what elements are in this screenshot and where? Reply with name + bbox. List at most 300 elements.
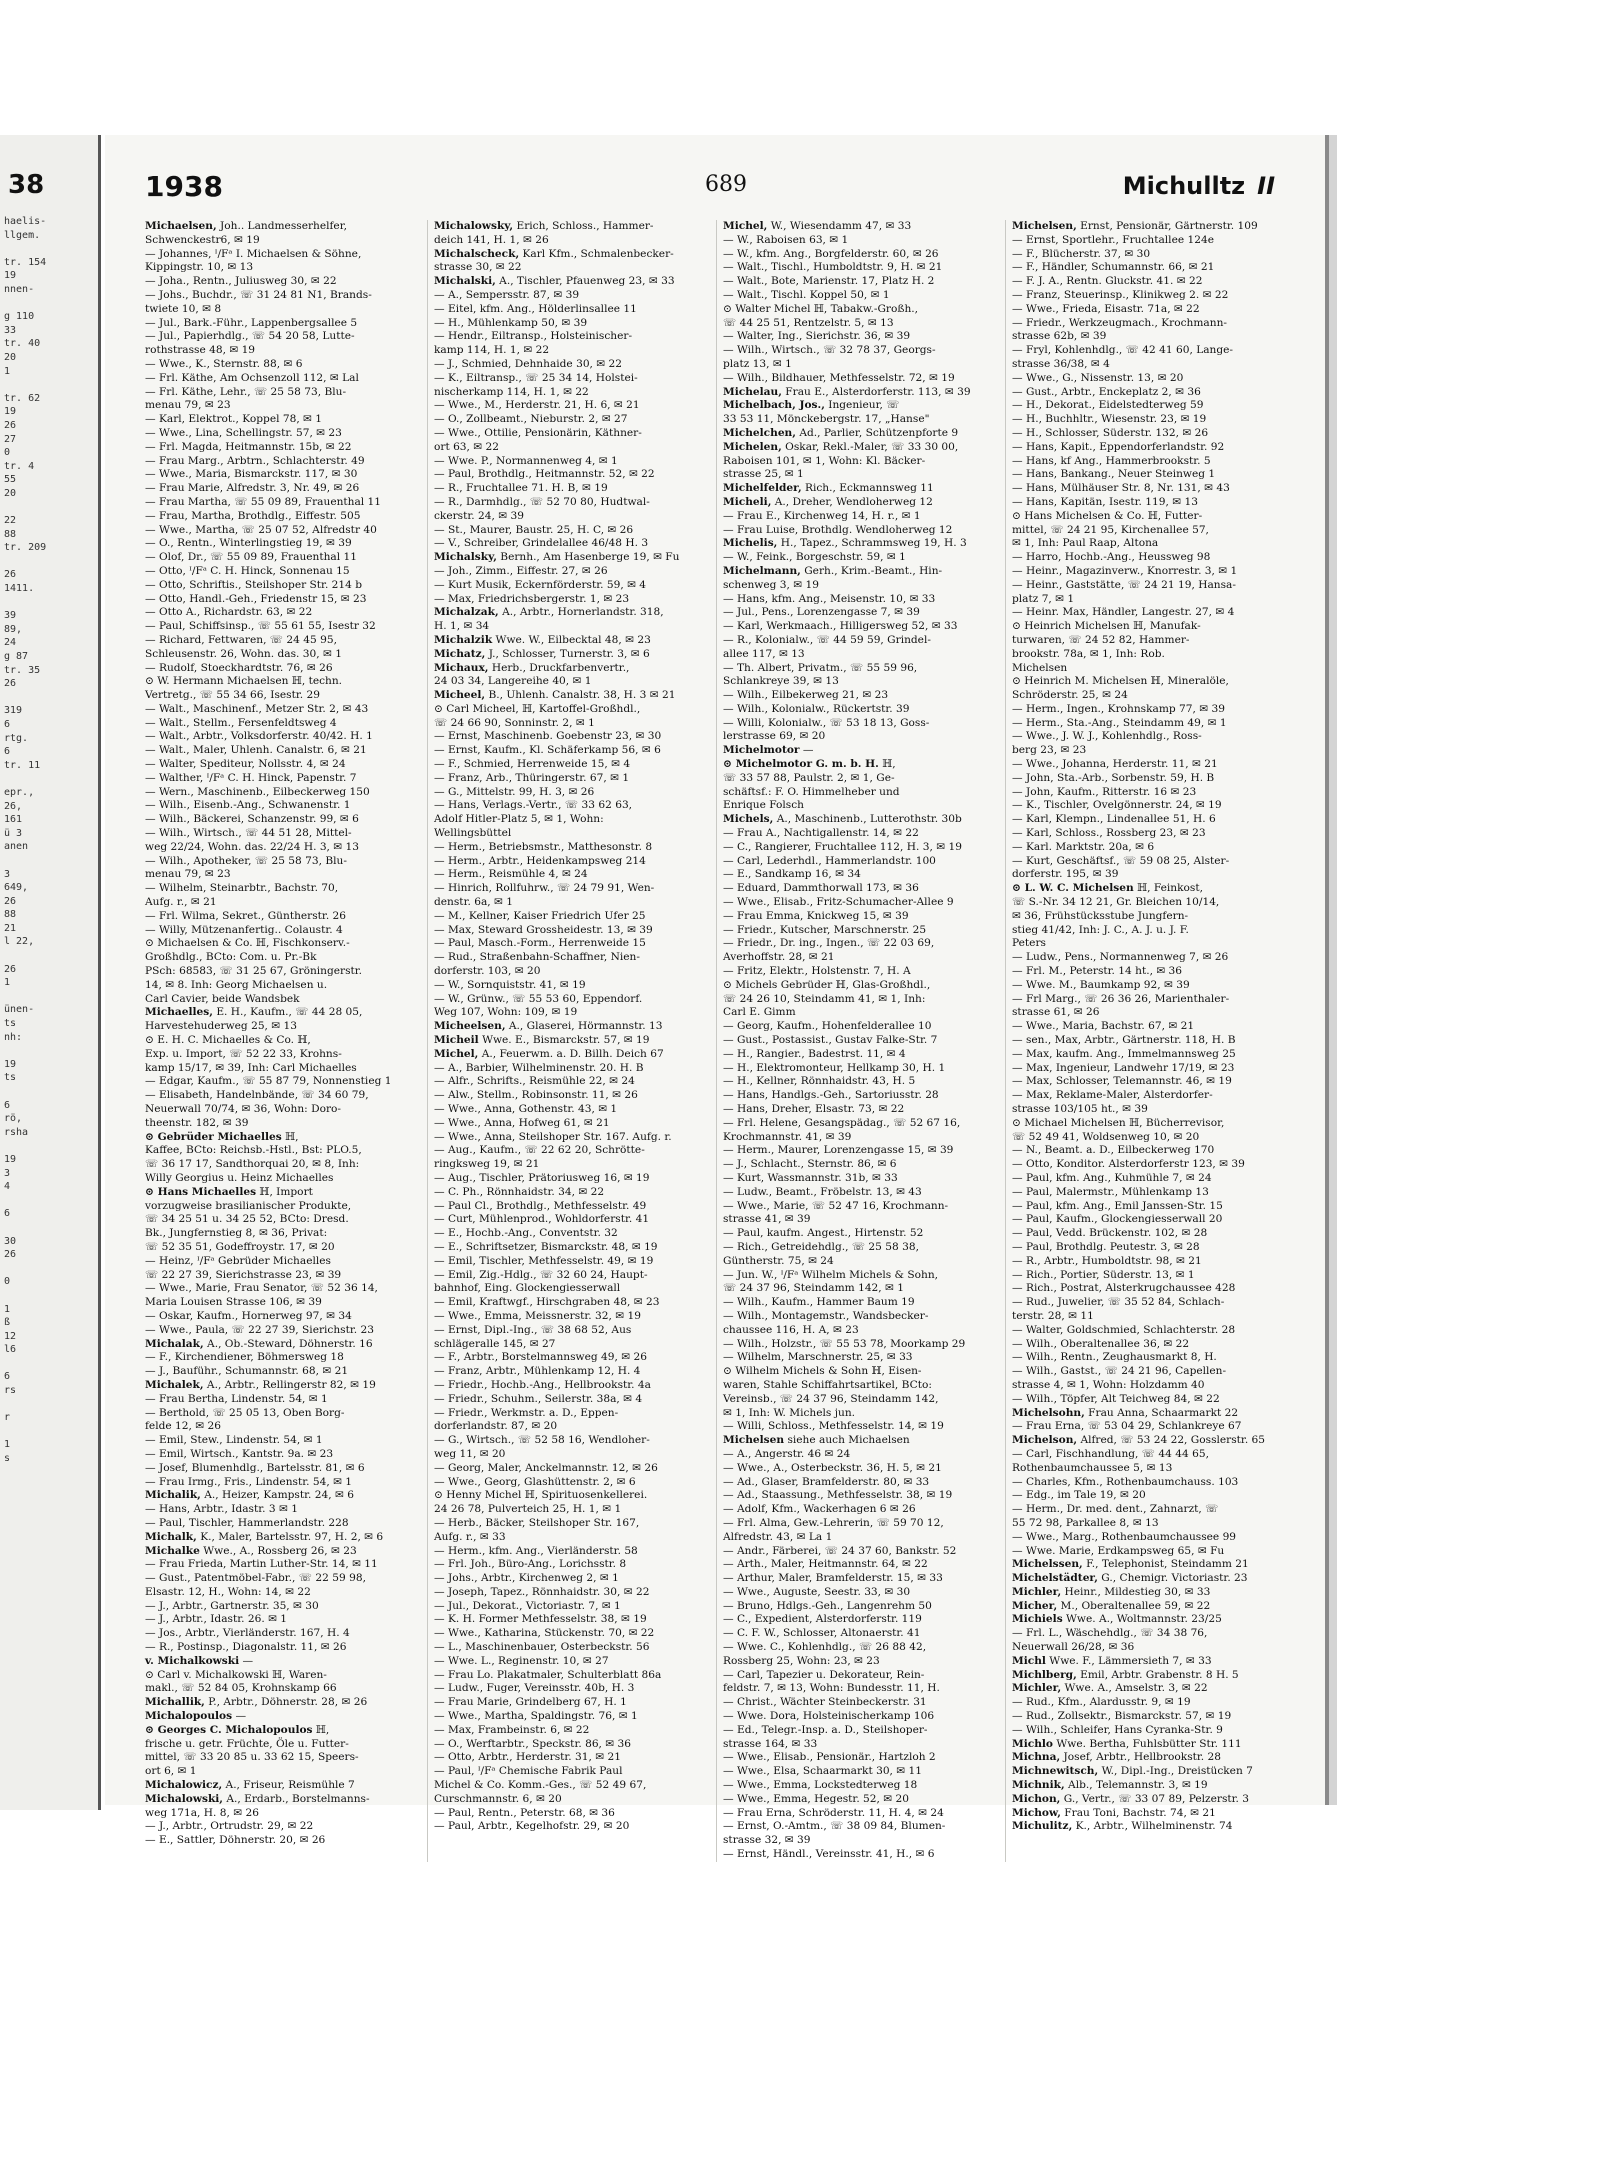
directory-column-1 [145, 220, 428, 1862]
margin-fragment: ts [4, 1018, 17, 1030]
entry-details: — Paul Cl., Brothdlg., Methfesselstr. 49 [434, 1199, 647, 1212]
directory-entry [723, 1365, 1001, 1379]
range-title: Michulltz [1122, 172, 1246, 200]
margin-fragment: 6 [4, 1099, 11, 1111]
margin-fragment: 88 [4, 909, 17, 921]
margin-fragment: 4 [4, 1181, 11, 1193]
entry-details: dorferstr. 103, ✉ 20 [434, 965, 541, 978]
entry-details: — Frau Marie, Alfredstr. 3, Nr. 49, ✉ 26 [145, 482, 360, 495]
directory-entry [723, 1517, 1001, 1531]
directory-entry [1012, 937, 1291, 951]
directory-entry [434, 1807, 712, 1821]
entry-surname: Michon, [1012, 1792, 1061, 1805]
entry-details: — Wwe., Georg, Glashüttenstr. 2, ✉ 6 [434, 1475, 636, 1488]
entry-details: — Emil, Zig.-Hdlg., ☏ 32 60 24, Haupt- [434, 1268, 648, 1281]
directory-entry [434, 1586, 712, 1600]
margin-fragment [4, 772, 96, 786]
directory-entry [723, 1255, 1001, 1269]
directory-entry [434, 441, 712, 455]
directory-entry [723, 1834, 1001, 1848]
entry-details: — [232, 1710, 247, 1723]
directory-entry [145, 1296, 423, 1310]
directory-entry [434, 1793, 712, 1807]
entry-surname: Michelmotor [723, 744, 800, 757]
entry-details: — R., Fruchtallee 71. H. B, ✉ 19 [434, 482, 608, 495]
directory-entry [1012, 1503, 1291, 1517]
directory-entry [1012, 344, 1291, 358]
directory-entry [145, 1269, 423, 1283]
entry-details: — Friedr., Dr. ing., Ingen., ☏ 22 03 69, [723, 937, 935, 950]
directory-entry [434, 896, 712, 910]
entry-details: — Georg, Maler, Anckelmannstr. 12, ✉ 26 [434, 1461, 658, 1474]
entry-details: — Frau, Martha, Brothdlg., Eiffestr. 505 [145, 509, 361, 522]
directory-entry [145, 979, 423, 993]
directory-entry [145, 1531, 423, 1545]
entry-surname: Michalski, [434, 275, 496, 288]
entry-details: — Eduard, Dammthorwall 173, ✉ 36 [723, 882, 919, 895]
entry-details: — Gust., Postassist., Gustav Falke-Str. 7 [723, 1034, 938, 1047]
directory-entry [145, 1241, 423, 1255]
entry-details: — Walt., Tischl. Koppel 50, ✉ 1 [723, 288, 890, 301]
entry-details: — Kurt, Wassmannstr. 31b, ✉ 33 [723, 1171, 898, 1184]
entry-details: Erich, Schloss., Hammer- [513, 220, 654, 232]
entry-details: Harvestehuderweg 25, ✉ 13 [145, 1020, 298, 1033]
entry-details: — A., Sempersstr. 87, ✉ 39 [434, 288, 580, 301]
entry-details: — Ernst, Händl., Vereinsstr. 41, H., ✉ 6 [723, 1848, 935, 1861]
running-head [1123, 172, 1275, 200]
directory-entry [145, 1213, 423, 1227]
entry-surname: Michalzik [434, 633, 493, 646]
entry-details: — St., Maurer, Baustr. 25, H. C, ✉ 26 [434, 523, 634, 536]
entry-details: — Jul., Dekorat., Victoriastr. 7, ✉ 1 [434, 1599, 621, 1612]
directory-entry [145, 455, 423, 469]
entry-details: — F., Arbtr., Borstelmannsweg 49, ✉ 26 [434, 1351, 647, 1364]
directory-entry [434, 1655, 712, 1669]
entry-details: — Oskar, Kaufm., Hornerweg 97, ✉ 34 [145, 1309, 352, 1322]
directory-entry [723, 220, 1001, 234]
directory-entry [723, 620, 1001, 634]
directory-entry [145, 1710, 423, 1724]
entry-details: Heinr., Mildestieg 30, ✉ 33 [1061, 1585, 1211, 1598]
directory-entry [723, 413, 1001, 427]
entry-surname: Michelen, [723, 440, 782, 453]
margin-fragment [4, 500, 96, 514]
entry-details: — Frl. Magda, Heitmannstr. 15b, ✉ 22 [145, 440, 352, 453]
entry-details: Herb., Druckfarbenvertr., [488, 661, 630, 674]
entry-details: — Aug., Kaufm., ☏ 22 62 20, Schrötte- [434, 1144, 645, 1157]
entry-details: — Walter, Spediteur, Nollsstr. 4, ✉ 24 [145, 758, 346, 771]
entry-details: — Hans, Dreher, Elsastr. 73, ✉ 22 [723, 1103, 905, 1115]
entry-details: Averhoffstr. 28, ✉ 21 [723, 951, 835, 964]
directory-entry [1012, 882, 1291, 896]
directory-entry [1012, 951, 1291, 965]
entry-surname: Michelsen, [1012, 220, 1077, 232]
directory-entry [145, 662, 423, 676]
directory-entry [145, 344, 423, 358]
directory-entry [145, 1807, 423, 1821]
directory-entry [723, 468, 1001, 482]
entry-details: W., Wiesendamm 47, ✉ 33 [767, 220, 912, 232]
entry-details: Wellingsbüttel [434, 827, 512, 840]
entry-details: strasse 103/105 ht., ✉ 39 [1012, 1103, 1148, 1115]
margin-fragment: nnen- [4, 283, 35, 295]
entry-details: — Ludw., Pens., Normannenweg 7, ✉ 26 [1012, 951, 1229, 964]
directory-entry [1012, 1200, 1291, 1214]
directory-entry [1012, 1751, 1291, 1765]
entry-details: Carl E. Gimm [723, 1006, 796, 1019]
entry-details: kamp 15/17, ✉ 39, Inh: Carl Michaelles [145, 1061, 357, 1074]
entry-details: — J., Schmied, Dehnhaide 30, ✉ 22 [434, 357, 623, 370]
entry-details: — Herm., Ingen., Krohnskamp 77, ✉ 39 [1012, 702, 1225, 715]
margin-fragment: rö, [4, 1113, 23, 1125]
entry-surname: Micheelsen, [434, 1020, 506, 1033]
entry-details: — J., Arbtr., Idastr. 26. ✉ 1 [145, 1613, 288, 1626]
directory-entry [145, 1407, 423, 1421]
entry-details: — Hans, Bankang., Neuer Steinweg 1 [1012, 468, 1216, 481]
entry-details: Michelsen [1012, 661, 1068, 674]
entry-details: ✉ 36, Frühstücksstube Jungfern- [1012, 909, 1189, 922]
directory-entry [1012, 1131, 1291, 1145]
directory-entry [145, 1365, 423, 1379]
margin-fragment [4, 297, 96, 311]
entry-details: — Wwe., Emma, Meissnerstr. 32, ✉ 19 [434, 1309, 641, 1322]
margin-fragment [4, 1139, 96, 1153]
directory-entry [1012, 1241, 1291, 1255]
directory-entry [1012, 965, 1291, 979]
directory-entry [1012, 386, 1291, 400]
directory-entry [145, 1034, 423, 1048]
entry-details: waren, Stahle Schiffahrtsartikel, BCto: [723, 1378, 932, 1391]
entry-surname: Michalscheck, [434, 247, 520, 260]
directory-entry [434, 1324, 712, 1338]
directory-entry [723, 234, 1001, 248]
directory-entry [145, 1613, 423, 1627]
directory-entry [145, 1476, 423, 1490]
entry-details: — Wwe., Lina, Schellingstr. 57, ✉ 23 [145, 426, 342, 439]
entry-details: — Max, Frambeinstr. 6, ✉ 22 [434, 1723, 590, 1736]
directory-entry [434, 1213, 712, 1227]
entry-surname: Michlberg, [1012, 1668, 1077, 1681]
directory-entry [434, 1669, 712, 1683]
directory-entry [145, 1751, 423, 1765]
directory-entry [434, 261, 712, 275]
directory-entry [1012, 1641, 1291, 1655]
directory-entry [434, 786, 712, 800]
directory-entry [145, 593, 423, 607]
directory-entry [1012, 482, 1291, 496]
entry-details: Güntherstr. 75, ✉ 24 [723, 1254, 834, 1267]
directory-entry [434, 1296, 712, 1310]
entry-details: P., Arbtr., Döhnerstr. 28, ✉ 26 [204, 1696, 368, 1709]
directory-entry [145, 620, 423, 634]
directory-entry [434, 482, 712, 496]
directory-entry [1012, 689, 1291, 703]
directory-entry [723, 1738, 1001, 1752]
directory-entry [434, 1200, 712, 1214]
entry-details: platz 13, ✉ 1 [723, 357, 792, 370]
directory-entry [434, 1131, 712, 1145]
entry-surname: Michow, [1012, 1806, 1061, 1819]
entry-surname: Michaux, [434, 661, 489, 674]
directory-entry [145, 1006, 423, 1020]
directory-entry [434, 1489, 712, 1503]
directory-entry [434, 827, 712, 841]
entry-details: — Herb., Bäcker, Steilshoper Str. 167, [434, 1516, 640, 1529]
entry-details: — Ludw., Fuger, Vereinsstr. 40b, H. 3 [434, 1682, 635, 1695]
directory-entry [1012, 1820, 1291, 1834]
entry-details: — John, Kaufm., Ritterstr. 16 ✉ 23 [1012, 785, 1197, 798]
entry-surname: ⊙ Hans Michaelles [145, 1185, 257, 1198]
directory-entry [1012, 1572, 1291, 1586]
directory-columns [145, 220, 1295, 1861]
entry-details: — Rud., Straßenbahn-Schaffner, Nien- [434, 951, 640, 964]
directory-entry [434, 1020, 712, 1034]
directory-entry [723, 965, 1001, 979]
directory-entry [145, 1669, 423, 1683]
entry-details: — Paul, Tischler, Hammerlandstr. 228 [145, 1516, 349, 1529]
entry-details: Aufg. r., ✉ 21 [145, 896, 217, 909]
entry-surname: Michelsen [723, 1434, 785, 1447]
entry-details: — W., Sornquiststr. 41, ✉ 19 [434, 978, 586, 991]
directory-entry [434, 537, 712, 551]
entry-details: Peters [1012, 937, 1046, 950]
directory-entry [1012, 772, 1291, 786]
entry-details: — sen., Max, Arbtr., Gärtnerstr. 118, H. B [1012, 1034, 1236, 1047]
directory-entry [145, 868, 423, 882]
entry-details: — Frau Luise, Brothdlg. Wendloherweg 12 [723, 523, 953, 536]
entry-details: — Walt., Arbtr., Volksdorferstr. 40/42. H. 1 [145, 730, 373, 743]
entry-details: — O., Werftarbtr., Speckstr. 86, ✉ 36 [434, 1737, 632, 1750]
entry-details: 24 26 78, Pulverteich 25, H. 1, ✉ 1 [434, 1503, 622, 1516]
directory-entry [434, 344, 712, 358]
margin-fragment: ß [4, 1317, 11, 1329]
entry-surname: Michaelles, [145, 1006, 213, 1019]
entry-details: H. 1, ✉ 34 [434, 620, 490, 633]
entry-details: strasse 41, ✉ 39 [723, 1213, 811, 1226]
entry-details: — H., Buchhltr., Wiesenstr. 23, ✉ 19 [1012, 413, 1207, 426]
margin-fragment: 1 [4, 365, 11, 377]
directory-entry [723, 882, 1001, 896]
entry-details: — R., Arbtr., Humboldtstr. 98, ✉ 21 [1012, 1254, 1202, 1267]
directory-entry [1012, 524, 1291, 538]
directory-entry [723, 496, 1001, 510]
margin-fragment [4, 1044, 96, 1058]
entry-details: lerstrasse 69, ✉ 20 [723, 730, 826, 743]
directory-entry [1012, 868, 1291, 882]
directory-entry [1012, 427, 1291, 441]
entry-details: ⊙ Michels Gebrüder ℍ, Glas-Großhdl., [723, 978, 931, 991]
directory-entry [145, 786, 423, 800]
entry-details: Rossberg 25, Wohn: 23, ✉ 23 [723, 1654, 880, 1667]
directory-entry [723, 537, 1001, 551]
entry-details: — Max, kaufm. Ang., Immelmannsweg 25 [1012, 1047, 1236, 1060]
entry-details: — Jul., Papierhdlg., ☏ 54 20 58, Lutte- [145, 330, 355, 343]
directory-entry [434, 813, 712, 827]
directory-entry [145, 827, 423, 841]
entry-details: — Wwe., Ottilie, Pensionärin, Käthner- [434, 426, 642, 439]
entry-details: — Wwe., Marg., Rothenbaumchaussee 99 [1012, 1530, 1237, 1543]
margin-fragment: 6 [4, 746, 11, 758]
directory-entry [723, 841, 1001, 855]
entry-details: — Olof, Dr., ☏ 55 09 89, Frauenthal 11 [145, 551, 357, 564]
entry-details: — Max, Steward Grossheidestr. 13, ✉ 39 [434, 923, 653, 936]
entry-details: — Carl, Tapezier u. Dekorateur, Rein- [723, 1668, 925, 1681]
directory-entry [1012, 399, 1291, 413]
directory-entry [723, 482, 1001, 496]
entry-surname: Michalowsky, [434, 220, 514, 232]
margin-fragment: l 22, [4, 936, 35, 948]
entry-details: brookstr. 78a, ✉ 1, Inh: Rob. [1012, 647, 1165, 660]
entry-details: — Wwe., A., Osterbeckstr. 36, H. 5, ✉ 21 [723, 1461, 942, 1474]
directory-entry [723, 689, 1001, 703]
entry-details: twiete 10, ✉ 8 [145, 302, 222, 315]
directory-entry [434, 1710, 712, 1724]
directory-entry [723, 1682, 1001, 1696]
directory-entry [145, 937, 423, 951]
directory-entry [434, 524, 712, 538]
margin-fragment: 89, [4, 623, 23, 635]
margin-fragment: 1 [4, 1303, 11, 1315]
entry-details: — Wilh., Eisenb.-Ang., Schwanenstr. 1 [145, 799, 351, 812]
entry-details: W., Dipl.-Ing., Dreistücken 7 [1098, 1765, 1253, 1778]
entry-details: — Frau Bertha, Lindenstr. 54, ✉ 1 [145, 1392, 328, 1405]
entry-surname: Michalk, [145, 1530, 197, 1543]
margin-fragment: ü 3 [4, 827, 23, 839]
margin-fragment: 12 [4, 1330, 17, 1342]
directory-entry [434, 1006, 712, 1020]
directory-entry [145, 1503, 423, 1517]
entry-surname: Michlo [1012, 1737, 1053, 1750]
directory-entry [434, 1724, 712, 1738]
directory-entry [1012, 261, 1291, 275]
entry-details: — Heinr., Gaststätte, ☏ 24 21 19, Hansa- [1012, 578, 1236, 591]
directory-entry [723, 1407, 1001, 1421]
directory-entry [1012, 813, 1291, 827]
directory-entry [723, 1351, 1001, 1365]
directory-entry [723, 565, 1001, 579]
directory-entry [145, 910, 423, 924]
entry-details: — O., Rentn., Winterlingstieg 19, ✉ 39 [145, 537, 352, 550]
directory-entry [145, 1393, 423, 1407]
entry-details: — Wilh., Gastst., ☏ 24 21 96, Capellen- [1012, 1365, 1227, 1378]
directory-entry [145, 606, 423, 620]
entry-details: Schleusenstr. 26, Wohn. das. 30, ✉ 1 [145, 647, 342, 660]
margin-fragment [4, 1085, 96, 1099]
entry-details: — Friedr., Hochb.-Ang., Hellbrookstr. 4a [434, 1378, 651, 1391]
entry-details: — Wwe., Paula, ☏ 22 27 39, Sierichstr. 23 [145, 1323, 374, 1336]
entry-details: — Emil, Kraftwgf., Hirschgraben 48, ✉ 23 [434, 1296, 660, 1309]
entry-details: A., Friseur, Reismühle 7 [222, 1779, 355, 1792]
directory-entry [434, 579, 712, 593]
directory-entry [145, 1434, 423, 1448]
directory-entry [723, 1269, 1001, 1283]
margin-fragment: 26 [4, 569, 17, 581]
entry-details: strasse 164, ✉ 33 [723, 1737, 818, 1750]
directory-entry [723, 1655, 1001, 1669]
margin-fragment: 24 [4, 637, 17, 649]
entry-details: ⊙ Carl v. Michalkowski ℍ, Waren- [145, 1668, 327, 1681]
directory-entry [1012, 1020, 1291, 1034]
directory-entry [1012, 317, 1291, 331]
entry-details: — H., Mühlenkamp 50, ✉ 39 [434, 316, 588, 329]
entry-details: ℍ, Feinkost, [1133, 882, 1203, 895]
directory-entry [434, 951, 712, 965]
entry-details: Wwe., A., Rossberg 26, ✉ 23 [199, 1544, 357, 1557]
entry-details: — Andr., Färberei, ☏ 24 37 60, Bankstr. 52 [723, 1544, 957, 1557]
entry-details: — Frau Marg., Arbtrn., Schlachterstr. 49 [145, 454, 365, 467]
directory-entry [723, 1103, 1001, 1117]
directory-entry [723, 1393, 1001, 1407]
directory-entry [145, 703, 423, 717]
margin-fragment [4, 691, 96, 705]
directory-entry [434, 1144, 712, 1158]
entry-details: A., Maschinenb., Lutterothstr. 30b [773, 813, 962, 826]
directory-entry [434, 703, 712, 717]
directory-entry [145, 730, 423, 744]
margin-fragment: 1411. [4, 583, 35, 595]
entry-details: — J., Arbtr., Gartnerstr. 35, ✉ 30 [145, 1599, 319, 1612]
entry-details: chaussee 116, H. A, ✉ 23 [723, 1323, 859, 1336]
margin-fragment: tr. 62 [4, 392, 41, 404]
directory-entry [434, 717, 712, 731]
directory-entry [1012, 248, 1291, 262]
entry-details: A., Heizer, Kampstr. 24, ✉ 6 [200, 1489, 354, 1502]
entry-details: K., Maler, Bartelsstr. 97, H. 2, ✉ 6 [196, 1530, 384, 1543]
margin-fragment: s [4, 1453, 11, 1465]
entry-details: — H., Schlosser, Süderstr. 132, ✉ 26 [1012, 426, 1209, 439]
directory-entry [723, 910, 1001, 924]
directory-entry [1012, 496, 1291, 510]
directory-entry [145, 882, 423, 896]
directory-entry [1012, 1048, 1291, 1062]
entry-details: ⊙ Michaelsen & Co. ℍ, Fischkonserv.- [145, 937, 350, 950]
directory-entry [145, 1186, 423, 1200]
directory-entry [145, 1696, 423, 1710]
entry-details: menau 79, ✉ 23 [145, 868, 231, 881]
entry-details: weg 22/24, Wohn. das. 22/24 H. 3, ✉ 13 [145, 840, 360, 853]
directory-entry [145, 358, 423, 372]
directory-entry [434, 1103, 712, 1117]
directory-entry [434, 455, 712, 469]
entry-surname: v. Michalkowski [145, 1654, 240, 1667]
entry-details: — Karl, Elektrot., Koppel 78, ✉ 1 [145, 413, 323, 426]
margin-fragment: 3 [4, 1167, 11, 1179]
directory-entry [434, 675, 712, 689]
margin-fragment [4, 854, 96, 868]
directory-entry [723, 1310, 1001, 1324]
entry-details: G., Chemigr. Victoriastr. 23 [1097, 1572, 1248, 1585]
entry-details: — Friedr., Werkmstr. a. D., Eppen- [434, 1406, 619, 1419]
entry-details: — Wilh., Wirtsch., ☏ 44 51 28, Mittel- [145, 827, 352, 840]
entry-details: A., Arbtr., Hornerlandstr. 318, [498, 606, 664, 619]
directory-entry [145, 1448, 423, 1462]
directory-entry [723, 896, 1001, 910]
entry-details: Neuerwall 70/74, ✉ 36, Wohn: Doro- [145, 1103, 341, 1115]
directory-entry [145, 648, 423, 662]
entry-details: weg 171a, H. 8, ✉ 26 [145, 1806, 259, 1819]
directory-entry [1012, 1227, 1291, 1241]
entry-details: — Christ., Wächter Steinbeckerstr. 31 [723, 1696, 927, 1709]
directory-entry [1012, 1117, 1291, 1131]
margin-fragment [4, 1221, 96, 1235]
entry-details: ⊙ Carl Micheel, ℍ, Kartoffel-Großhdl., [434, 702, 641, 715]
directory-entry [434, 565, 712, 579]
entry-details: A., Erdarb., Borstelmanns- [223, 1792, 370, 1805]
entry-details: — K., Tischler, Ovelgönnerstr. 24, ✉ 19 [1012, 799, 1222, 812]
margin-fragment: 19 [4, 1153, 17, 1165]
entry-details: — Kurt Musik, Eckernförderstr. 59, ✉ 4 [434, 578, 647, 591]
entry-surname: Michna, [1012, 1751, 1061, 1764]
